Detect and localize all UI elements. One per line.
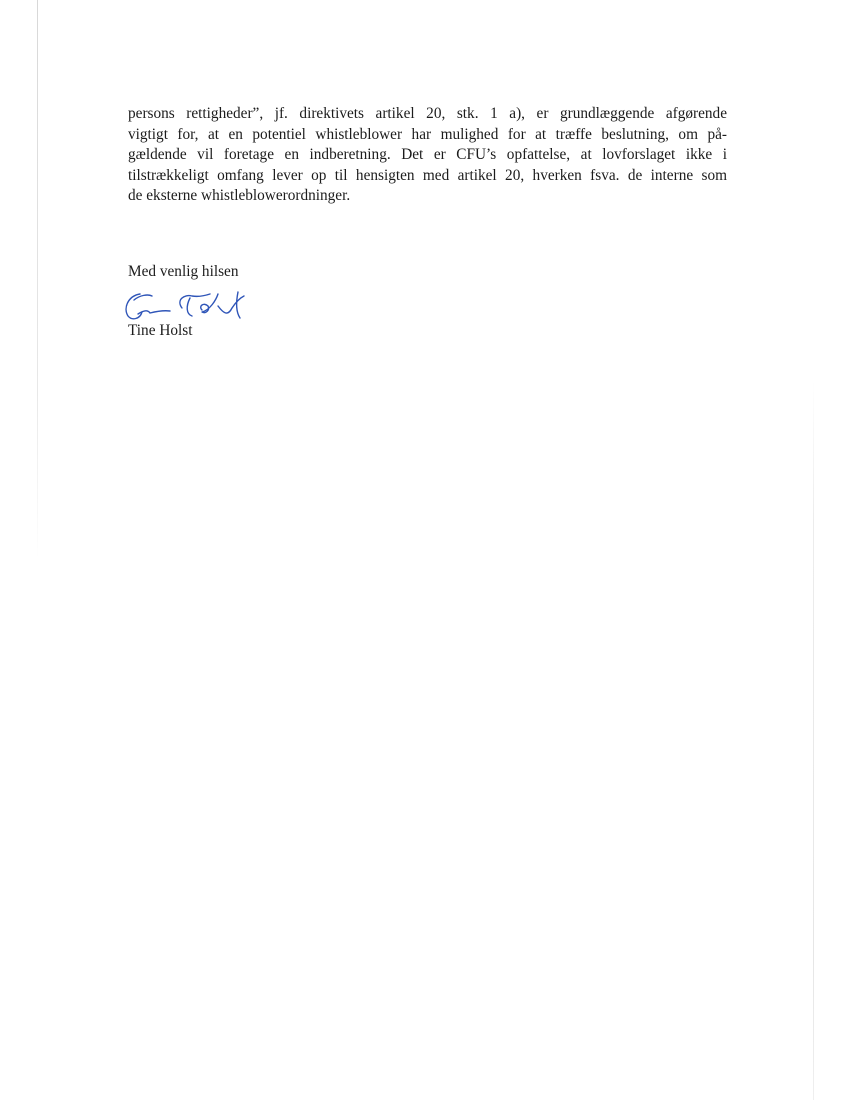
handwritten-signature	[120, 286, 260, 324]
closing-salutation: Med venlig hilsen	[128, 263, 239, 280]
body-line: vigtigt for, at en potentiel whistleblower har mulighed for at træffe beslutning, om på-	[128, 125, 727, 143]
signer-name: Tine Holst	[128, 322, 193, 339]
body-line: de eksterne whistleblowerordninger.	[128, 187, 351, 204]
letter-body-paragraph	[128, 104, 727, 207]
body-line: persons rettigheder”, jf. direktivets artikel 20, stk. 1 a), er grundlæggende afgørende	[128, 105, 727, 122]
scan-right-edge	[813, 380, 814, 1100]
scan-left-edge	[37, 0, 38, 560]
body-line: gældende vil foretage en indberetning. Det er CFU’s opfattelse, at lovforslaget ikke i	[128, 146, 727, 163]
body-line: tilstrækkeligt omfang lever op til hensigten med artikel 20, hverken fsva. de interne som	[128, 166, 727, 184]
